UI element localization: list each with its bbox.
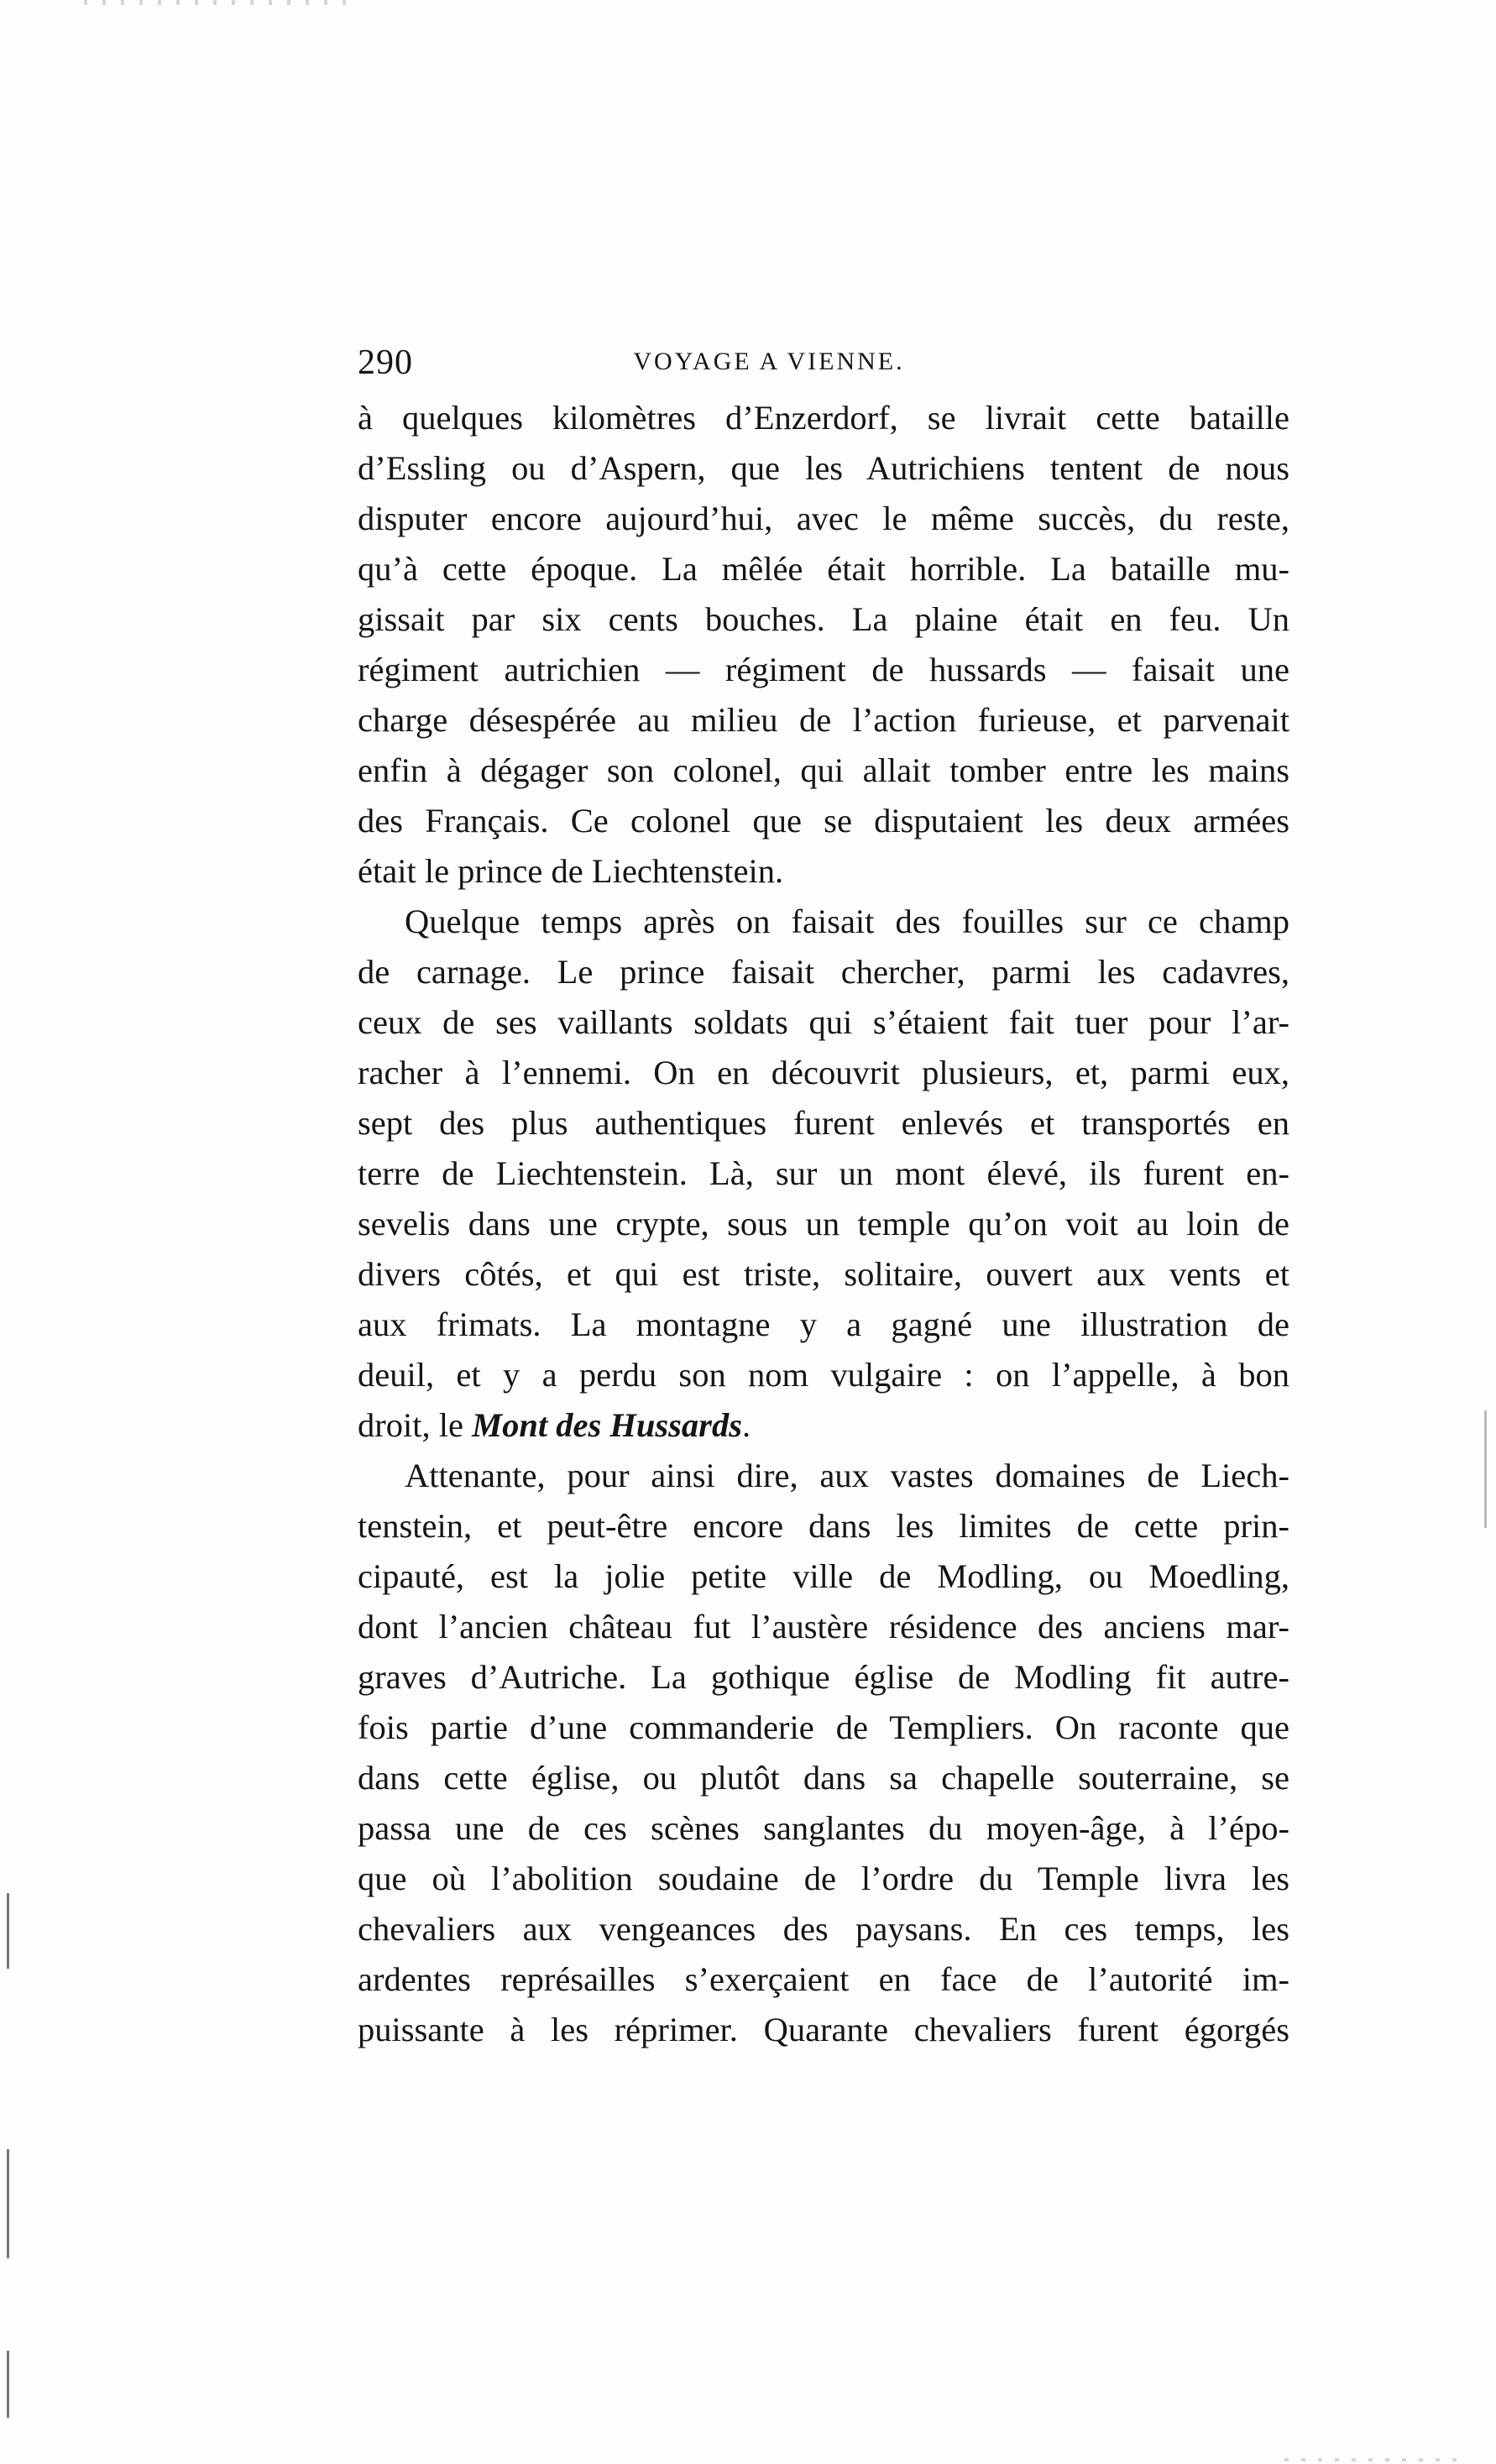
margin-mark-left-3 <box>7 2351 9 2418</box>
text-line: tenstein, et peut-être encore dans les limites de cette prin- <box>358 1507 1289 1545</box>
text-line: puissante à les réprimer. Quarante chevaliers furent égorgés <box>358 2011 1289 2048</box>
text-line: de carnage. Le prince faisait chercher, parmi les cadavres, <box>358 953 1289 991</box>
text-line: deuil, et y a perdu son nom vulgaire : on l’appelle, à bon <box>358 1356 1289 1394</box>
margin-mark-left-2 <box>7 2149 9 2258</box>
text-line: dont l’ancien château fut l’austère résidence des anciens mar- <box>358 1608 1289 1645</box>
text-line: Attenante, pour ainsi dire, aux vastes domaines de Liech- <box>405 1457 1289 1494</box>
text-line: Quelque temps après on faisait des fouilles sur ce champ <box>405 902 1289 940</box>
text-line: charge désespérée au milieu de l’action furieuse, et parvenait <box>358 701 1289 739</box>
text-line: sevelis dans une crypte, sous un temple qu’on voit au loin de <box>358 1205 1289 1242</box>
text-line: passa une de ces scènes sanglantes du moyen-âge, à l’épo- <box>358 1809 1289 1847</box>
text-line: dans cette église, ou plutôt dans sa chapelle souterraine, se <box>358 1759 1289 1797</box>
text-line: droit, le Mont des Hussards. <box>358 1406 751 1444</box>
page-number: 290 <box>358 343 413 382</box>
scan-artifact-top <box>84 0 353 5</box>
text-line: graves d’Autriche. La gothique église de Modling fit autre- <box>358 1658 1289 1696</box>
text-line: enfin à dégager son colonel, qui allait tomber entre les mains <box>358 751 1289 789</box>
text-line: à quelques kilomètres d’Enzerdorf, se livrait cette bataille <box>358 399 1289 437</box>
text-line: ardentes représailles s’exerçaient en face de l’autorité im- <box>358 1960 1289 1998</box>
text-line: que où l’abolition soudaine de l’ordre du Temple livra les <box>358 1860 1289 1897</box>
body-text <box>358 393 1289 2055</box>
text-line: ceux de ses vaillants soldats qui s’étaient fait tuer pour l’ar- <box>358 1003 1289 1041</box>
italic-place-name: Mont des Hussards <box>472 1406 742 1444</box>
text-line: qu’à cette époque. La mêlée était horrible. La bataille mu- <box>358 550 1289 588</box>
margin-mark-left-1 <box>7 1893 9 1969</box>
text-line: gissait par six cents bouches. La plaine était en feu. Un <box>358 600 1289 638</box>
text-line: chevaliers aux vengeances des paysans. En ces temps, les <box>358 1910 1289 1948</box>
running-title: VOYAGE A VIENNE. <box>633 348 905 375</box>
text-line: des Français. Ce colonel que se disputaient les deux armées <box>358 802 1289 840</box>
text-line: terre de Liechtenstein. Là, sur un mont élevé, ils furent en- <box>358 1154 1289 1192</box>
text-line: disputer encore aujourd’hui, avec le même succès, du reste, <box>358 500 1289 537</box>
page-header <box>358 343 1298 393</box>
text-line: fois partie d’une commanderie de Templiers. On raconte que <box>358 1708 1289 1746</box>
text-line: était le prince de Liechtenstein. <box>358 852 784 890</box>
text-line: racher à l’ennemi. On en découvrit plusieurs, et, parmi eux, <box>358 1054 1289 1091</box>
text-line: d’Essling ou d’Aspern, que les Autrichiens tentent de nous <box>358 449 1289 487</box>
text-line: cipauté, est la jolie petite ville de Modling, ou Moedling, <box>358 1557 1289 1595</box>
text-line: sept des plus authentiques furent enlevés et transportés en <box>358 1104 1289 1142</box>
text-line: divers côtés, et qui est triste, solitaire, ouvert aux vents et <box>358 1255 1289 1293</box>
margin-mark-right <box>1484 1410 1487 1528</box>
text-line: régiment autrichien — régiment de hussards — faisait une <box>358 651 1289 688</box>
text-line: aux frimats. La montagne y a gagné une illustration de <box>358 1305 1289 1343</box>
scan-artifact-bottom <box>1284 2458 1469 2461</box>
